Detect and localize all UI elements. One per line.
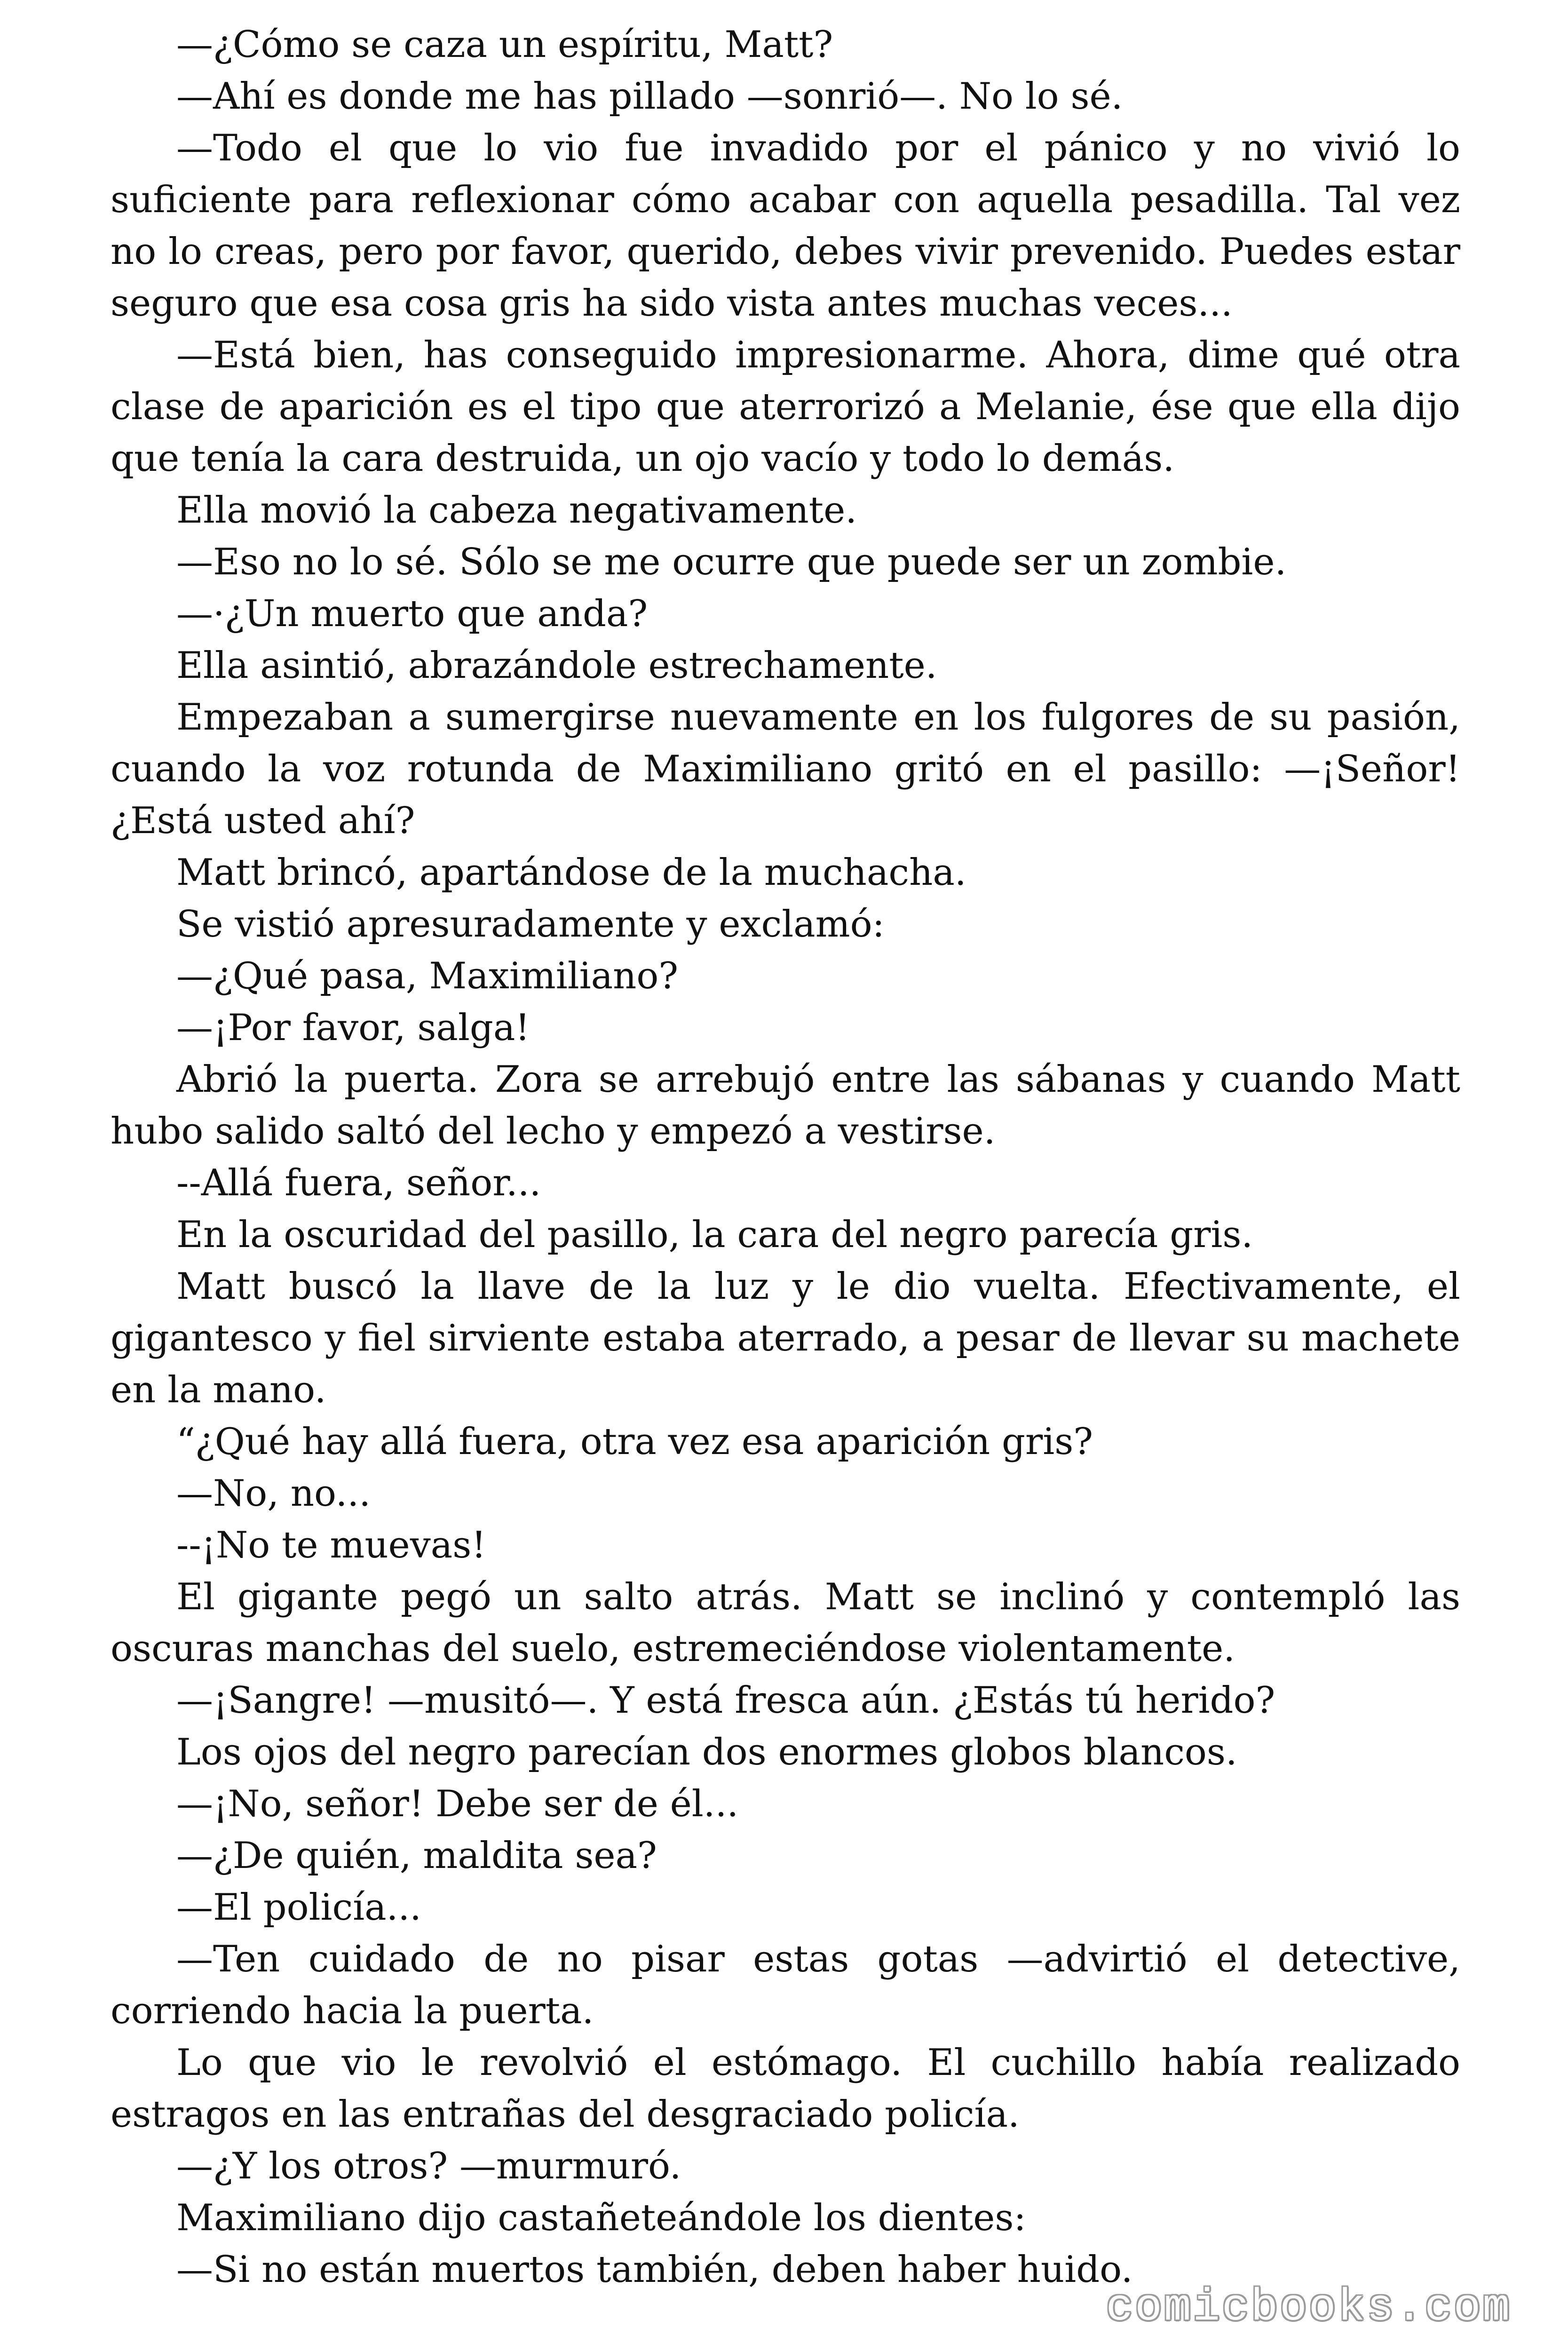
paragraph: Ella asintió, abrazándole estrechamente. (176, 644, 937, 687)
paragraph: Matt buscó la llave de la luz y le dio vuelta. Efectivamente, el gigantesco y fiel sirviente estaba aterrado, a pesar de llevar su machete en la mano. (111, 1265, 1460, 1411)
paragraph: El gigante pegó un salto atrás. Matt se inclinó y contempló las oscuras manchas del suelo, estremeciéndose violentamente. (111, 1576, 1460, 1670)
paragraph: --¡No te muevas! (176, 1524, 486, 1566)
paragraph: —¿Qué pasa, Maximiliano? (176, 955, 679, 997)
paragraph: —No, no... (176, 1472, 371, 1515)
paragraph: —¿Cómo se caza un espíritu, Matt? (176, 24, 833, 66)
paragraph: Lo que vio le revolvió el estómago. El cuchillo había realizado estragos en las entrañas del desgraciado policía. (111, 2042, 1460, 2136)
paragraph: Matt brincó, apartándose de la muchacha. (176, 851, 966, 894)
paragraph: En la oscuridad del pasillo, la cara del negro parecía gris. (176, 1214, 1253, 1256)
paragraph: —Ten cuidado de no pisar estas gotas —advirtió el detective, corriendo hacia la puerta. (111, 1938, 1460, 2032)
paragraph: —·¿Un muerto que anda? (176, 593, 648, 635)
paragraph: —Eso no lo sé. Sólo se me ocurre que puede ser un zombie. (176, 541, 1287, 583)
paragraph: —Está bien, has conseguido impresionarme. Ahora, dime qué otra clase de aparición es el tipo que aterrorizó a Melanie, ése que ella dijo que tenía la cara destruida, un ojo vacío y todo lo demás. (111, 334, 1460, 480)
paragraph: Maximiliano dijo castañeteándole los dientes: (176, 2197, 1026, 2239)
paragraph: Los ojos del negro parecían dos enormes globos blancos. (176, 1731, 1237, 1773)
paragraph: Abrió la puerta. Zora se arrebujó entre las sábanas y cuando Matt hubo salido saltó del lecho y empezó a vestirse. (111, 1058, 1460, 1152)
paragraph: —El policía... (176, 1886, 421, 1929)
paragraph: —Ahí es donde me has pillado —sonrió—. No lo sé. (176, 75, 1123, 118)
paragraph: —¿Y los otros? —murmuró. (176, 2145, 681, 2187)
paragraph: —¡No, señor! Debe ser de él... (176, 1783, 739, 1825)
paragraph: --Allá fuera, señor... (176, 1162, 541, 1204)
paragraph: —¡Sangre! —musitó—. Y está fresca aún. ¿Estás tú herido? (176, 1679, 1275, 1722)
paragraph: Ella movió la cabeza negativamente. (176, 489, 857, 532)
paragraph: Se vistió apresuradamente y exclamó: (176, 903, 885, 946)
paragraph: —¡Por favor, salga! (176, 1007, 530, 1049)
book-page-text (111, 19, 1460, 2296)
paragraph: —Todo el que lo vio fue invadido por el pánico y no vivió lo suficiente para reflexionar cómo acabar con aquella pesadilla. Tal vez no lo creas, pero por favor, querido, debes vivir prevenido. Puedes estar seguro que esa cosa gris ha sido vista antes muchas veces... (111, 127, 1460, 325)
paragraph: —Si no están muertos también, deben haber huido. (176, 2249, 1133, 2291)
paragraph: “¿Qué hay allá fuera, otra vez esa aparición gris? (176, 1421, 1093, 1463)
watermark: comicbooks.com (1106, 2282, 1512, 2333)
paragraph: —¿De quién, maldita sea? (176, 1835, 657, 1877)
paragraph: Empezaban a sumergirse nuevamente en los fulgores de su pasión, cuando la voz rotunda de Maximiliano gritó en el pasillo: —¡Señor! ¿Está usted ahí? (111, 696, 1460, 842)
